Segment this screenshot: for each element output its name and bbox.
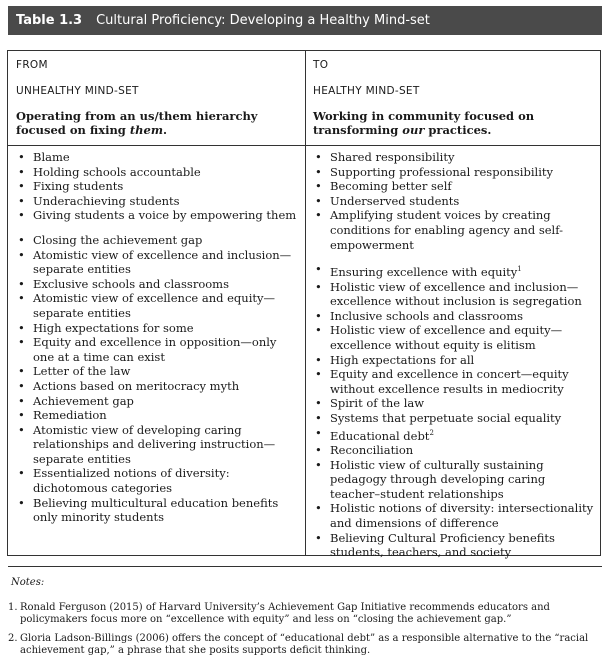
healthy-mindset-heading: HEALTHY MIND-SET	[313, 85, 420, 97]
note-number: 2.	[8, 632, 18, 644]
to-list	[313, 150, 595, 560]
list-item: • Holistic view of culturally sustaining pedagogy through developing caring teacher–student relationships	[313, 458, 595, 502]
table-title: Cultural Proficiency: Developing a Healthy Mind-set	[96, 13, 430, 28]
note-text: Gloria Ladson-Billings (2006) offers the concept of “educational debt” as a responsible alternative to the “racial achievement gap,” a phrase that she posits supports deficit thinking.	[20, 632, 589, 656]
unhealthy-mindset-heading: UNHEALTHY MIND-SET	[16, 85, 139, 97]
footnote-marker: 1	[517, 265, 522, 274]
table-number: Table 1.3	[16, 13, 83, 28]
from-heading: FROM	[16, 59, 48, 71]
notes-section	[8, 566, 602, 658]
list-item: • Holistic view of excellence and equity—excellence without equity is elitism	[313, 323, 595, 352]
list-item: • Spirit of the law	[313, 396, 595, 411]
mindset-table	[7, 50, 601, 560]
list-item: • Giving students a voice by empowering them	[16, 208, 298, 223]
list-item: • Holistic notions of diversity: intersectionality and dimensions of difference	[313, 501, 595, 530]
list-item: • Equity and excellence in concert—equity without excellence results in mediocrity	[313, 367, 595, 396]
list-item: • High expectations for some	[16, 321, 298, 336]
list-item: • Achievement gap	[16, 394, 298, 409]
from-description: Operating from an us/them hierarchy focused on fixing them.	[16, 109, 258, 137]
list-item: • Holistic view of excellence and inclusion—excellence without inclusion is segregation	[313, 280, 595, 309]
list-item: • Atomistic view of excellence and inclusion—separate entities	[16, 248, 298, 277]
list-item: • Amplifying student voices by creating conditions for enabling agency and self-empowerment	[313, 208, 595, 252]
list-item: • Essentialized notions of diversity: dichotomous categories	[16, 466, 298, 495]
list-item: • Supporting professional responsibility	[313, 165, 595, 180]
list-item: • Atomistic view of developing caring relationships and delivering instruction—separate entities	[16, 423, 298, 467]
list-item: • Reconciliation	[313, 443, 595, 458]
list-item: • Letter of the law	[16, 364, 298, 379]
list-item: • Systems that perpetuate social equality	[313, 411, 595, 426]
list-item: • Fixing students	[16, 179, 298, 194]
list-item: • Becoming better self	[313, 179, 595, 194]
notes-list	[8, 602, 602, 658]
list-item: • Underserved students	[313, 194, 595, 209]
list-item: • Remediation	[16, 408, 298, 423]
footnote-marker: 2	[429, 428, 434, 437]
list-item: • Underachieving students	[16, 194, 298, 209]
list-item: • High expectations for all	[313, 353, 595, 368]
list-item: • Actions based on meritocracy myth	[16, 379, 298, 394]
list-item: • Blame	[16, 150, 298, 165]
to-description: Working in community focused on transforming our practices.	[313, 109, 535, 137]
note-item	[8, 633, 602, 658]
to-heading: TO	[313, 59, 329, 71]
note-number: 1.	[8, 601, 18, 613]
list-item: • Equity and excellence in opposition—only one at a time can exist	[16, 335, 298, 364]
list-item: • Shared responsibility	[313, 150, 595, 165]
list-item: • Believing multicultural education benefits only minority students	[16, 496, 298, 525]
list-item: • Inclusive schools and classrooms	[313, 309, 595, 324]
list-item: • Atomistic view of excellence and equity—separate entities	[16, 291, 298, 320]
list-item: • Exclusive schools and classrooms	[16, 277, 298, 292]
list-item: • Educational debt$^2$	[313, 426, 595, 443]
header-divider	[8, 145, 600, 146]
note-item	[8, 602, 602, 627]
list-item: • Holding schools accountable	[16, 165, 298, 180]
list-item: • Closing the achievement gap	[16, 233, 298, 248]
list-item: • Ensuring excellence with equity$^1$	[313, 262, 595, 279]
table-title-bar	[8, 6, 602, 35]
from-list	[16, 150, 298, 525]
column-divider	[305, 51, 306, 555]
note-text: Ronald Ferguson (2015) of Harvard University’s Achievement Gap Initiative recommends educators and policymakers focus more on “excellence with equity” and less on “closing the achievement gap.”	[20, 601, 550, 625]
list-item: • Believing Cultural Proficiency benefits students, teachers, and society	[313, 531, 595, 560]
notes-label: Notes:	[11, 577, 45, 588]
